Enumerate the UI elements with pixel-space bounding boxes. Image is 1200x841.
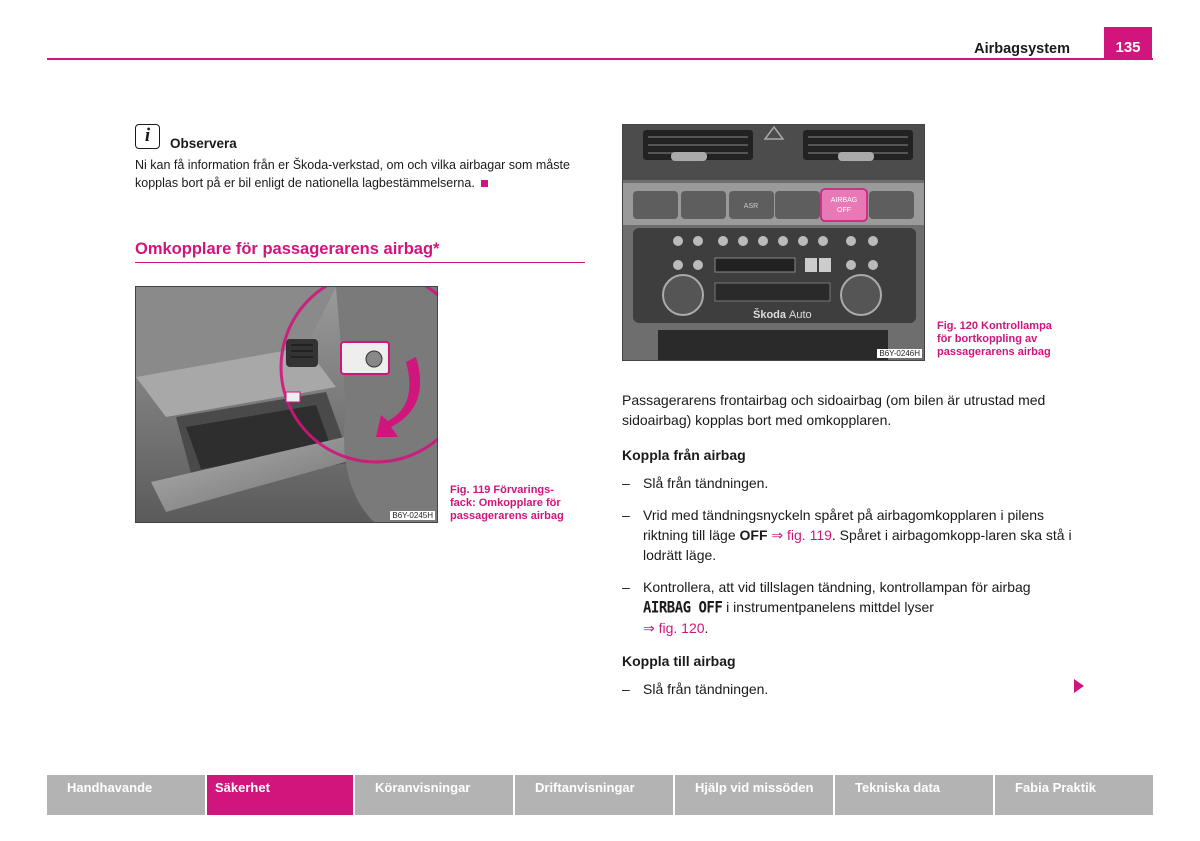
header-rule	[47, 58, 1153, 60]
subheading-enable-airbag: Koppla till airbag	[622, 653, 736, 669]
note-text	[135, 157, 590, 192]
list-item	[622, 577, 1072, 638]
tab-handhavande[interactable]: Handhavande	[47, 775, 205, 815]
caption-line: passagerarens airbag	[937, 346, 1051, 358]
airbag-off-indicator-icon: AIRBAG OFF	[643, 598, 723, 618]
list-item-text-start: Vrid med tändningsnyckeln spåret på airbagomkopplaren i pilens riktning till läge	[643, 507, 1045, 543]
chapter-tab-bar	[47, 775, 1153, 815]
tab-driftanvisningar[interactable]: Driftanvisningar	[515, 775, 673, 815]
figure-119-glovebox-photo	[135, 286, 438, 523]
caption-line: Fig. 120 Kontrollampa	[937, 320, 1052, 332]
list-dash: –	[622, 507, 630, 523]
figure-120-dashboard-photo	[622, 124, 925, 361]
heading-rule	[135, 262, 585, 263]
list-dash: –	[622, 681, 630, 697]
continue-arrow-icon[interactable]	[1074, 679, 1084, 693]
list-item-text-end: .	[704, 620, 709, 636]
list-item	[622, 505, 1072, 565]
caption-line: passagerarens airbag	[450, 510, 564, 522]
note-title: Observera	[170, 136, 237, 151]
figure-119-link[interactable]: ⇒ fig. 119	[771, 527, 832, 543]
switch-position-off: OFF	[739, 527, 768, 543]
list-item-text	[643, 505, 1072, 565]
figure-120-caption	[937, 320, 1082, 359]
caption-line: Fig. 119 Förvarings-	[450, 484, 554, 496]
tab-koranvisningar[interactable]: Köranvisningar	[355, 775, 513, 815]
note-body: Ni kan få information från er Škoda-verkstad, om och vilka airbagar som måste kopplas bort på er bil enligt de nationella lagbestämmelserna.	[135, 158, 570, 190]
subheading-disable-airbag: Koppla från airbag	[622, 447, 746, 463]
section-title: Airbagsystem	[974, 41, 1070, 57]
brand-label: Škoda	[753, 309, 787, 321]
figure-120-link[interactable]: ⇒ fig. 120	[643, 620, 705, 636]
end-of-note-marker	[481, 180, 488, 187]
info-icon: i	[135, 124, 160, 149]
list-item	[622, 473, 1072, 493]
list-dash: –	[622, 579, 630, 595]
center-console-illustration	[623, 125, 925, 361]
list-item-text-end: . Spåret i airbagomkopp-laren ska stå i lodrätt läge.	[643, 527, 1072, 563]
section-heading: Omkopplare för passagerarens airbag*	[135, 240, 440, 258]
tab-fabia-praktik[interactable]: Fabia Praktik	[995, 775, 1153, 815]
airbag-label-line1: AIRBAG	[830, 197, 858, 204]
list-item-text-mid: i instrumentpanelens mittdel lyser	[722, 599, 934, 615]
figure-120-code: B6Y-0246H	[879, 349, 920, 358]
page-number: 135	[1104, 27, 1152, 60]
figure-119-caption	[450, 484, 590, 523]
figure-119-code: B6Y-0245H	[392, 511, 433, 520]
list-item-text-start: Kontrollera, att vid tillslagen tändning, kontrollampan för airbag	[643, 579, 1031, 595]
airbag-label-line2: OFF	[837, 207, 851, 214]
intro-paragraph: Passagerarens frontairbag och sidoairbag (om bilen är utrustad med sidoairbag) kopplas bort med omkopplaren.	[622, 392, 1046, 428]
tab-hjalp-vid-missoden[interactable]: Hjälp vid missöden	[675, 775, 833, 815]
glovebox-illustration	[136, 287, 438, 523]
tab-sakerhet[interactable]: Säkerhet	[207, 775, 353, 815]
list-item-text: Slå från tändningen.	[643, 475, 769, 491]
list-item	[622, 679, 1072, 699]
asr-label: ASR	[743, 203, 759, 210]
list-item-text: Slå från tändningen.	[643, 681, 769, 697]
brand-suffix-label: Auto	[789, 309, 812, 321]
caption-line: för bortkoppling av	[937, 333, 1038, 345]
tab-tekniska-data[interactable]: Tekniska data	[835, 775, 993, 815]
list-item-text	[643, 577, 1072, 638]
list-dash: –	[622, 475, 630, 491]
caption-line: fack: Omkopplare för	[450, 497, 561, 509]
